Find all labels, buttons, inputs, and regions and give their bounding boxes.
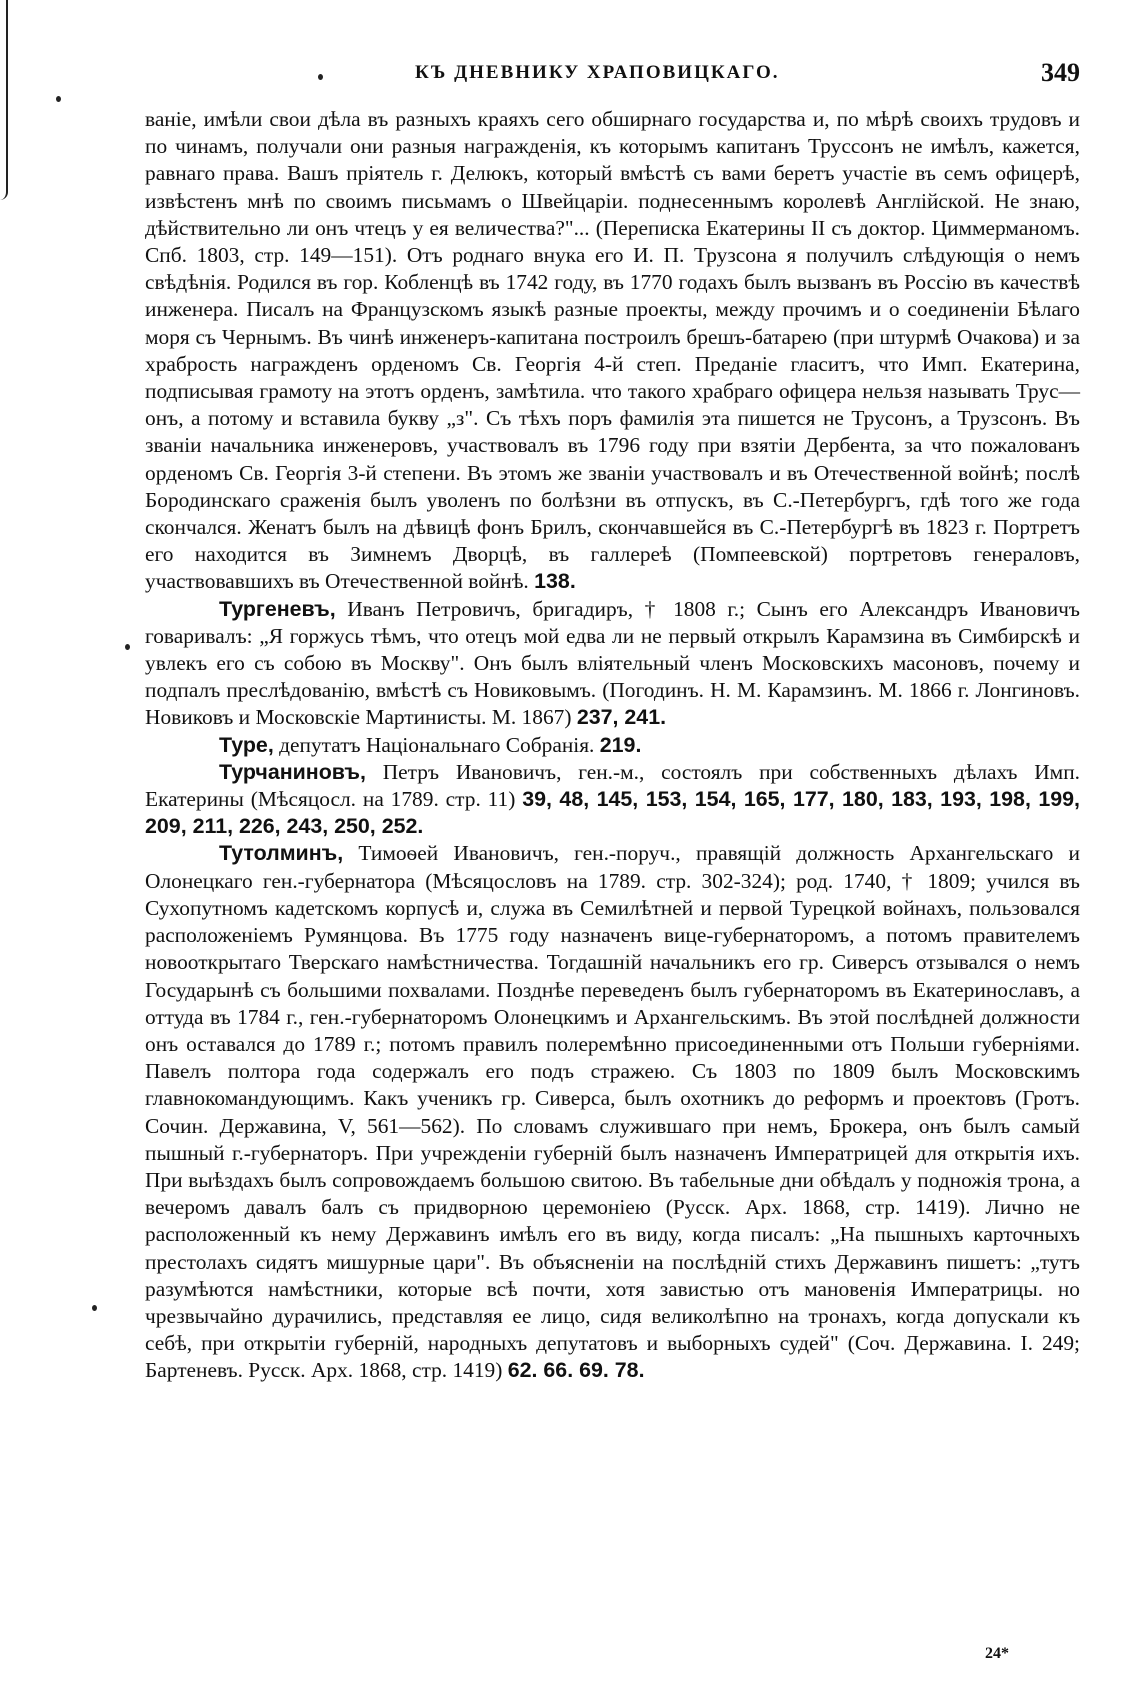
page-references: 237, 241. [576,705,667,730]
page-references: 62. 66. 69. 78. [507,1358,645,1383]
page-references: 39, 48, 145, 153, 154, 165, 177, 180, 183, 193, 198, 199, 209, 211, 226, 243, 250, 252. [145,787,1080,839]
entry-text: Иванъ Петровичъ, бригадиръ, † 1808 г.; Сынъ его Александръ Ивановичъ говаривалъ: „Я горжусь тѣмъ, что отецъ мой едва ли не первый открылъ Карамзина въ Симбирскѣ и увлекъ его съ собою въ Москву". Онъ былъ вліятельный членъ Московскихъ масоновъ, почему и подпалъ преслѣдованію, вмѣстѣ съ Новиковымъ. (Погодинъ. Н. М. Карамзинъ. М. 1866 г. Лонгиновъ. Новиковъ и Московскіе Мартинисты. М. 1867) [145,596,1080,730]
entry-headword: Тургеневъ, [219,596,336,621]
paragraph-text: ваніе, имѣли свои дѣла въ разныхъ краяхъ сего обширнаго государства и, по мѣрѣ своихъ трудовъ и по чинамъ, получали они разныя награжденія, къ которымъ капитанъ Труссонъ не имѣлъ, кажется, равнаго права. Вашъ пріятель г. Делюкъ, который вмѣстѣ съ вами беретъ участіе въ семъ офицерѣ, извѣстенъ мнѣ по своимъ письмамъ о Швейцаріи. поднесеннымъ королевѣ Англійской. Не знаю, дѣйствительно ли онъ чтецъ у ея величества?"... (Переписка Екатерины II съ доктор. Циммерманомъ. Спб. 1803, стр. 149—151). Отъ роднаго внука его И. П. Трузсона я получилъ слѣдующія о немъ свѣдѣнія. Родился въ гор. Кобленцѣ въ 1742 году, въ 1770 годахъ былъ вызванъ въ Россію въ качествѣ инженера. Писалъ на Французскомъ языкѣ разные проекты, между прочимъ и о соединеніи Бѣлаго моря съ Чернымъ. Въ чинѣ инженеръ-капитана построилъ брешъ-батарею (при штурмѣ Очакова) и за храбрость награжденъ орденомъ Св. Георгія 4-й степ. Преданіе гласитъ, что Имп. Екатерина, подписывая грамоту на этотъ орденъ, замѣтила. что такого храбраго офицера нельзя называть Трус—онъ, а потому и вставила букву „з". Съ тѣхъ поръ фамилія эта пишется не Трусонъ, а Трузсонъ. Въ званіи начальника инженеровъ, участвовалъ въ 1796 году при взятіи Дербента, за что пожалованъ орденомъ Св. Георгія 3-й степени. Въ этомъ же званіи участвовалъ и въ Отечественной войнѣ; послѣ Бородинскаго сраженія былъ уволенъ по болѣзни въ отпускъ, въ С.-Петербургъ, гдѣ того же года скончался. Женатъ былъ на дѣвицѣ фонъ Брилъ, скончавшейся въ С.-Петербургѣ въ 1823 г. Портретъ его находится въ Зимнемъ Дворцѣ, въ галлереѣ (Помпеевской) портретовъ генераловъ, участвовавшихъ въ Отечественной войнѣ. [145,107,1080,594]
index-entry [145,732,1080,759]
entry-text: Петръ Ивановичъ, ген.-м., состоялъ при собственныхъ дѣлахъ Имп. Екатерины (Мѣсяцосл. на 1789. стр. 11) [145,759,1080,812]
margin-mark [92,1305,97,1311]
page-edge-binding [0,0,8,200]
margin-mark [125,644,130,650]
index-entry [145,759,1080,841]
running-header [145,58,1080,88]
page-number: 349 [1041,58,1080,87]
page-body [145,106,1080,1385]
entry-headword: Тутолминъ, [219,841,344,866]
running-title: КЪ ДНЕВНИКУ ХРАПОВИЦКАГО. [415,62,780,83]
margin-mark [56,96,61,102]
printer-signature-mark: 24* [985,1645,1009,1662]
page-references: 138. [534,569,576,594]
index-entry [145,840,1080,1384]
entry-text: Тимоѳей Ивановичъ, ген.-поруч., правящій должность Архангельскаго и Олонецкаго ген.-губернатора (Мѣсяцословъ на 1789. стр. 302-324); род. 1740, † 1809; учился въ Сухопутномъ кадетскомъ корпусѣ и, служа въ Семилѣтней и первой Турецкой войнахъ, пользовался расположеніемъ Румянцова. Въ 1775 году назначенъ вице-губернаторомъ, а потомъ правителемъ новооткрытаго Тверскаго намѣстничества. Тогдашній начальникъ его гр. Сиверсъ отзывался о немъ Государынѣ съ большими похвалами. Позднѣе переведенъ былъ губернаторомъ въ Екатеринославъ, а оттуда въ 1784 г., ген.-губернаторомъ Олонецкимъ и Архангельскимъ. Въ этой послѣдней должности онъ оставался до 1789 г.; потомъ правилъ полеремѣнно присоединенными отъ Польши губерніями. Павелъ полтора года содержалъ его подъ стражею. Съ 1803 по 1809 былъ Московскимъ главнокомандующимъ. Какъ ученикъ гр. Сиверса, былъ охотникъ до реформъ и проектовъ (Гротъ. Сочин. Державина, V, 561—562). По словамъ служившаго при немъ, Брокера, онъ былъ самый пышный г.-губернаторъ. При учрежденіи губерній былъ назначенъ Императрицей для открытія ихъ. При выѣздахъ былъ сопровождаемъ большою свитою. Въ табельные дни обѣдалъ у подножія трона, а вечеромъ давалъ балъ съ придворною церемоніею (Русск. Арх. 1868, стр. 1419). Лично не расположенный къ нему Державинъ имѣлъ его въ виду, когда писалъ: „На пышныхъ карточныхъ престолахъ сидятъ мишурные цари". Въ объясненіи на послѣдній стихъ Державинъ пишетъ: „тутъ разумѣются намѣстники, которые всѣ почти, хотя завистью отъ мановенія Императрицы. но чрезвычайно дурачились, представляя ее лицо, сидя великолѣпно на тронахъ, когда допускали къ себѣ, при открытіи губерній, народныхъ депутатовъ и выборныхъ судей" (Соч. Державина. I. 249; Бартеневъ. Русск. Арх. 1868, стр. 1419) [145,841,1080,1383]
entry-text: депутатъ Національнаго Собранія. [279,732,595,757]
margin-mark [318,74,323,80]
page-references: 219. [599,732,642,757]
continued-paragraph [145,106,1080,596]
entry-headword: Туре, [219,732,274,757]
entry-headword: Турчаниновъ, [219,759,366,784]
index-entry [145,596,1080,732]
